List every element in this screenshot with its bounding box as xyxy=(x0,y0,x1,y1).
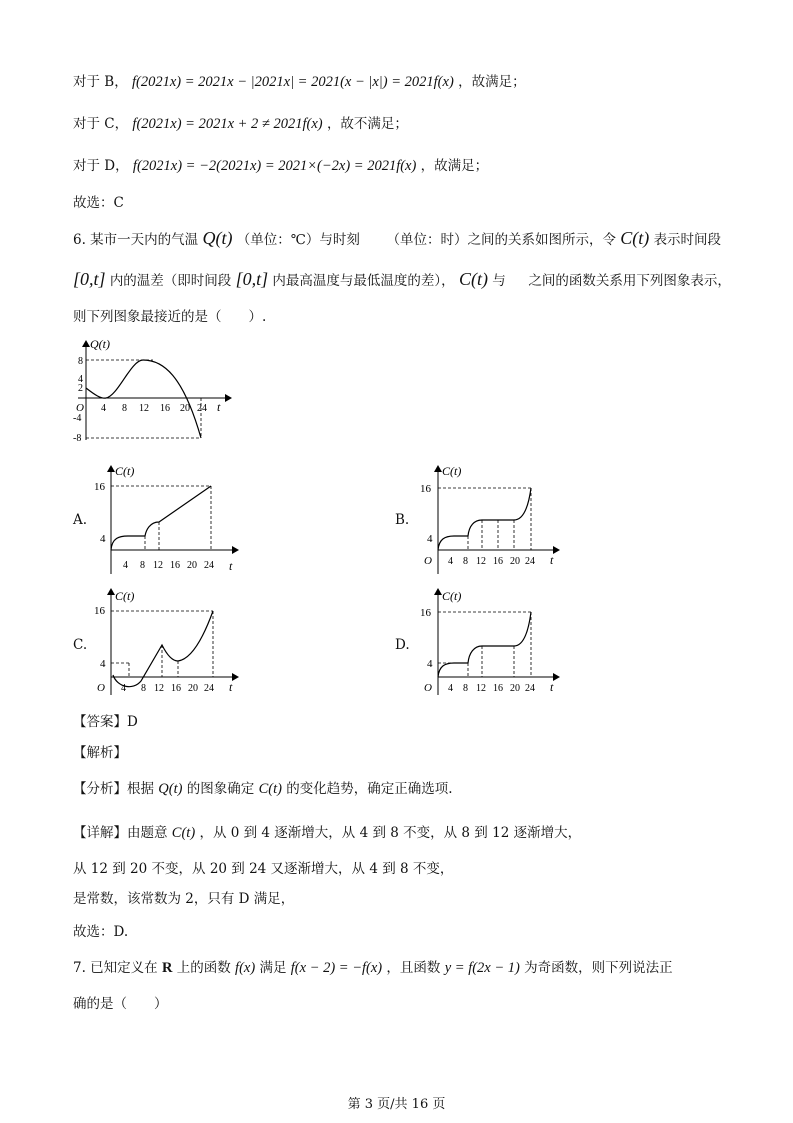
q6-interval-1: [0,t] xyxy=(73,269,106,289)
option-b-graph xyxy=(414,460,564,578)
option-d-curve xyxy=(438,612,531,677)
q7-a: 7. 已知定义在 xyxy=(73,960,158,976)
q-graph-xlabel: t xyxy=(217,400,221,414)
line-d-suffix: ，故满足； xyxy=(420,158,489,174)
fenxi-b: 的图象确定 xyxy=(186,781,255,797)
q6-line2-c: 与 xyxy=(492,273,506,289)
option-b-origin: O xyxy=(424,555,432,567)
q-graph-xtick-20: 20 xyxy=(180,403,190,414)
fenxi-c-sym: C(t) xyxy=(258,781,282,797)
option-c-graph xyxy=(93,583,243,701)
option-a-xtick-12: 12 xyxy=(153,560,163,571)
line-const: 是常数，该常数为 2，只有 D 满足， xyxy=(73,891,295,907)
line-d-formula: f(2021x) = −2(2021x) = 2021×(−2x) = 2021f(x) xyxy=(132,158,417,174)
q7-e: 为奇函数，则下列说法正 xyxy=(524,960,673,976)
option-b-xtick-8: 8 xyxy=(463,556,468,567)
option-b-y4: 4 xyxy=(427,533,433,545)
q7-f1: f(x) xyxy=(235,960,256,976)
option-c-y4: 4 xyxy=(100,658,106,670)
line-b-formula: f(2021x) = 2021x − |2021x| = 2021(x − |x|) = 2021f(x) xyxy=(132,74,454,90)
option-a-xtick-4: 4 xyxy=(123,560,128,571)
q-graph-xtick-12: 12 xyxy=(139,403,149,414)
line-option-d xyxy=(73,156,488,176)
q6-line2-a: 内的温差（即时间段 xyxy=(109,273,232,289)
option-b-xtick-4: 4 xyxy=(448,556,453,567)
fenxi-c: 的变化趋势，确定正确选项. xyxy=(286,781,453,797)
option-d-xlabel: t xyxy=(550,680,554,694)
option-d-y16: 16 xyxy=(420,607,431,619)
option-a-xlabel: t xyxy=(229,559,233,573)
q6-line1-a: 6. 某市一天内的气温 xyxy=(73,232,199,248)
option-b-curve xyxy=(438,488,531,550)
q6-c-symbol-2: C(t) xyxy=(458,269,488,289)
fenxi-a: 【分析】根据 xyxy=(73,781,154,797)
q6-line2-d: 之间的函数关系用下列图象表示， xyxy=(528,273,731,289)
q6-c-symbol: C(t) xyxy=(620,228,650,248)
q7-c: 满足 xyxy=(259,960,287,976)
option-d-y4: 4 xyxy=(427,658,433,670)
q7-d: ，且函数 xyxy=(386,960,441,976)
option-b-xlabel: t xyxy=(550,553,554,567)
option-a-graph xyxy=(93,460,243,578)
line-c-formula: f(2021x) = 2021x + 2 ≠ 2021f(x) xyxy=(132,116,323,132)
option-c-y16: 16 xyxy=(94,605,105,617)
option-c-xtick-4: 4 xyxy=(121,683,126,694)
q6-line3: 则下列图象最接近的是（ ）. xyxy=(73,309,267,325)
q-graph-ytick-2: 2 xyxy=(78,383,83,394)
option-c-curve xyxy=(113,611,213,687)
line-d-prefix: 对于 D， xyxy=(73,158,129,174)
q7-r: R xyxy=(161,960,173,976)
option-c-xtick-20: 20 xyxy=(188,683,198,694)
option-a-xtick-24: 24 xyxy=(204,560,214,571)
fenxi-q: Q(t) xyxy=(158,781,183,797)
option-c-xtick-12: 12 xyxy=(154,683,164,694)
option-c-origin: O xyxy=(97,682,105,694)
xiangjie-c-sym: C(t) xyxy=(171,825,196,841)
line-b-suffix: ，故满足； xyxy=(458,74,526,90)
q-graph-ytick-4: 4 xyxy=(78,374,83,385)
q7-f2: f(x − 2) = −f(x) xyxy=(290,960,383,976)
q6-interval-2: [0,t] xyxy=(235,269,269,289)
option-d-origin: O xyxy=(424,682,432,694)
option-c-xlabel: t xyxy=(229,680,233,694)
line-c-suffix: ，故不满足； xyxy=(326,116,408,132)
option-b-y16: 16 xyxy=(420,483,431,495)
option-b-xtick-24: 24 xyxy=(525,556,535,567)
q-graph-origin: O xyxy=(76,402,84,414)
q-graph-xtick-24: 24 xyxy=(197,403,207,414)
option-c-xtick-8: 8 xyxy=(141,683,146,694)
q-graph-ytick-m8: -8 xyxy=(73,433,82,444)
option-b-xtick-20: 20 xyxy=(510,556,520,567)
option-a-y4: 4 xyxy=(100,533,106,545)
q7-f3: y = f(2x − 1) xyxy=(444,960,520,976)
option-d-graph xyxy=(414,583,564,701)
option-d-xtick-24: 24 xyxy=(525,683,535,694)
xiangjie-b: ，从 0 到 4 逐渐增大，从 4 到 8 不变，从 8 到 12 逐渐增大， xyxy=(199,825,582,841)
option-a-xtick-20: 20 xyxy=(187,560,197,571)
option-b-xtick-16: 16 xyxy=(493,556,503,567)
option-a-xtick-8: 8 xyxy=(140,560,145,571)
q7-line1 xyxy=(73,958,673,978)
option-c-xtick-16: 16 xyxy=(171,683,181,694)
q-graph-curve xyxy=(86,360,201,438)
q-graph-xtick-16: 16 xyxy=(160,403,170,414)
option-d-xtick-8: 8 xyxy=(463,683,468,694)
line-c-prefix: 对于 C， xyxy=(73,116,129,132)
option-d-xtick-12: 12 xyxy=(476,683,486,694)
q6-line1-d: 表示时间段 xyxy=(653,232,722,248)
xiangjie-line xyxy=(73,823,581,843)
option-b-label: B. xyxy=(395,512,410,528)
q7-b: 上的函数 xyxy=(176,960,231,976)
option-c-ylabel: C(t) xyxy=(115,589,135,603)
option-a-curve xyxy=(111,486,211,550)
q-graph-ylabel: Q(t) xyxy=(90,337,110,351)
q-graph-xtick-8: 8 xyxy=(122,403,127,414)
option-a-ylabel: C(t) xyxy=(115,464,135,478)
line-option-b xyxy=(73,72,526,92)
choose-d: 故选：D. xyxy=(73,924,129,940)
option-d-xtick-16: 16 xyxy=(493,683,503,694)
q6-line1-b: （单位：℃）与时刻 xyxy=(236,232,360,248)
q-graph-xtick-4: 4 xyxy=(101,403,106,414)
option-d-xtick-20: 20 xyxy=(510,683,520,694)
q6-line2 xyxy=(73,269,731,291)
q6-q-symbol: Q(t) xyxy=(202,228,233,248)
q-graph-ytick-m4: -4 xyxy=(73,413,82,424)
line-12-20: 从 12 到 20 不变，从 20 到 24 又逐渐增大，从 4 到 8 不变， xyxy=(73,861,454,877)
option-c-label: C. xyxy=(73,637,88,653)
option-a-xtick-16: 16 xyxy=(170,560,180,571)
line-option-c xyxy=(73,114,408,134)
option-d-ylabel: C(t) xyxy=(442,589,462,603)
option-a-y16: 16 xyxy=(94,481,105,493)
choose-prev: 故选：C xyxy=(73,195,124,211)
answer: 【答案】D xyxy=(73,714,138,730)
option-d-label: D. xyxy=(395,637,410,653)
analysis-title: 【解析】 xyxy=(73,745,127,761)
q6-line2-b: 内最高温度与最低温度的差）， xyxy=(272,273,455,289)
option-d-xtick-4: 4 xyxy=(448,683,453,694)
option-b-ylabel: C(t) xyxy=(442,464,462,478)
option-a-label: A. xyxy=(73,512,88,528)
q6-line1 xyxy=(73,228,721,250)
xiangjie-a: 【详解】由题意 xyxy=(73,825,168,841)
q6-line1-c: （单位：时）之间的关系如图所示，令 xyxy=(386,232,616,248)
option-c-xtick-24: 24 xyxy=(204,683,214,694)
q-graph-ytick-8: 8 xyxy=(78,356,83,367)
q-graph xyxy=(73,335,238,445)
fenxi-line xyxy=(73,779,453,799)
q7-line2: 确的是（ ） xyxy=(73,996,168,1012)
line-b-prefix: 对于 B， xyxy=(73,74,128,90)
page-footer: 第 3 页/共 16 页 xyxy=(347,1097,446,1112)
option-b-xtick-12: 12 xyxy=(476,556,486,567)
